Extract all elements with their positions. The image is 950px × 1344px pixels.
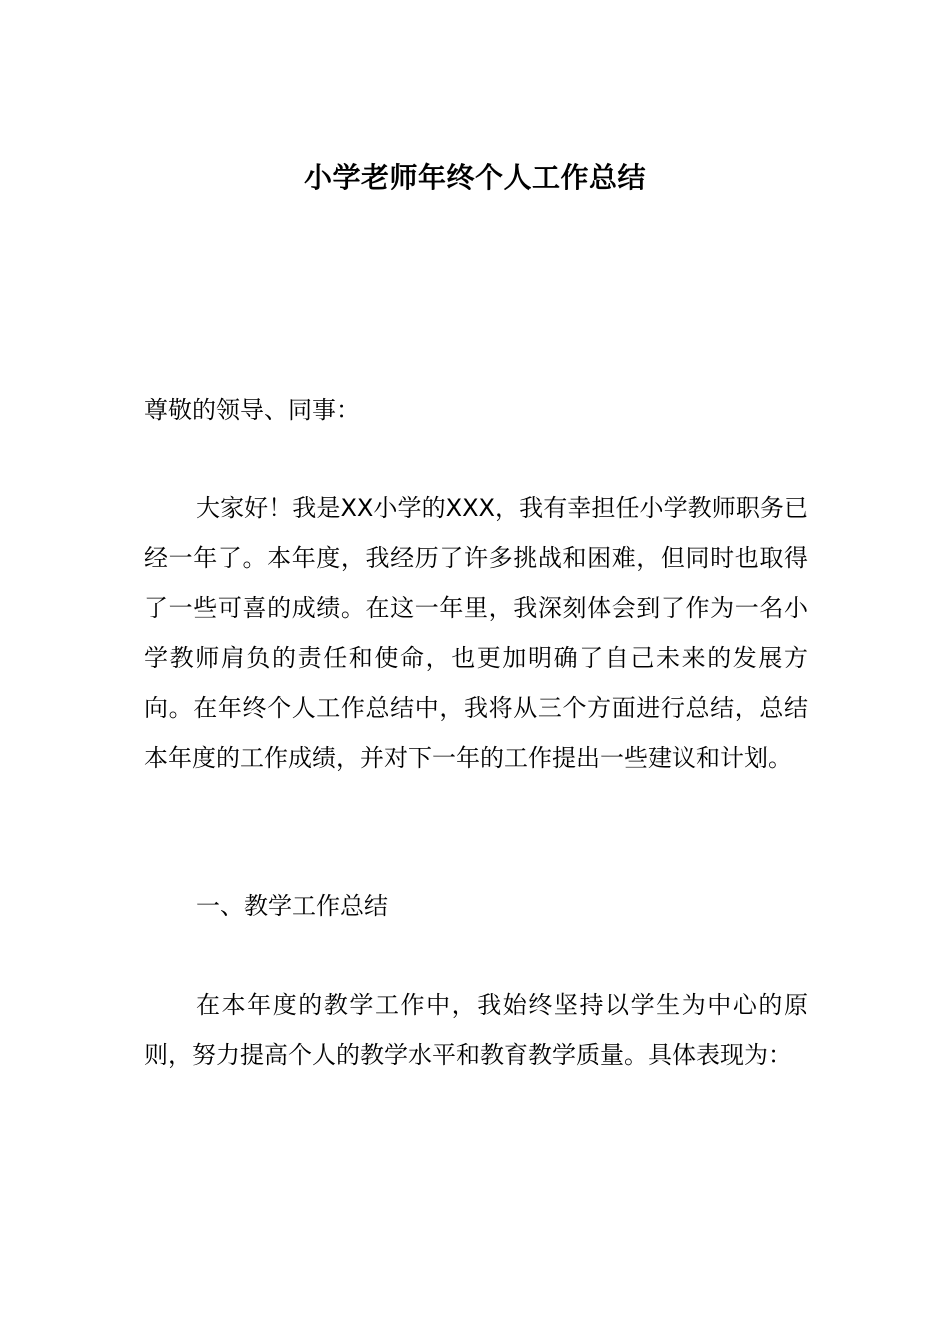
teaching-paragraph: 在本年度的教学工作中，我始终坚持以学生为中心的原则，努力提高个人的教学水平和教育教学质量。具体表现为：	[144, 991, 808, 1069]
section-heading-teaching: 一、教学工作总结	[196, 892, 388, 920]
document-title: 小学老师年终个人工作总结	[303, 161, 646, 194]
intro-paragraph: 大家好！我是XX小学的XXX，我有幸担任小学教师职务已经一年了。本年度，我经历了许多挑战和困难，但同时也取得了一些可喜的成绩。在这一年里，我深刻体会到了作为一名小学教师肩负的责任和使命，也更加明确了自己未来的发展方向。在年终个人工作总结中，我将从三个方面进行总结，总结本年度的工作成绩，并对下一年的工作提出一些建议和计划。	[144, 494, 808, 772]
salutation: 尊敬的领导、同事：	[144, 396, 360, 424]
